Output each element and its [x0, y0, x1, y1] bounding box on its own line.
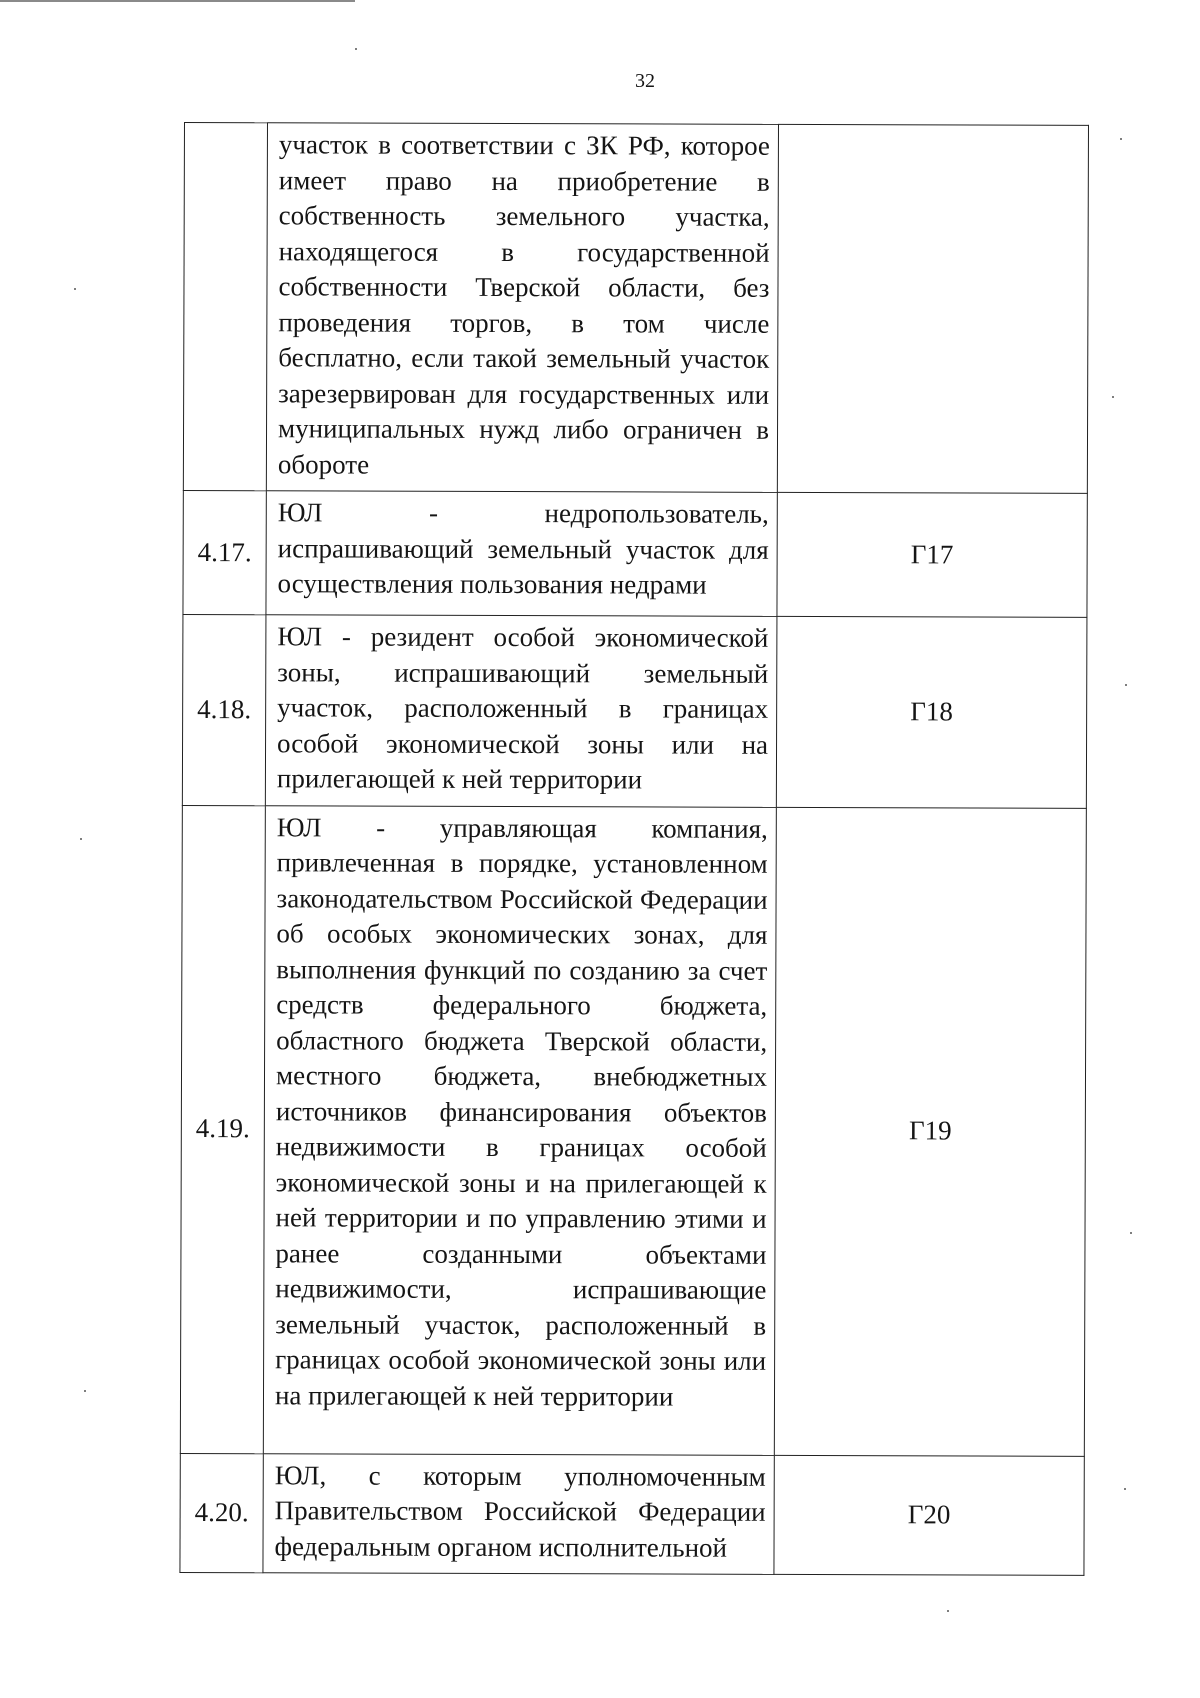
- table-row: [183, 490, 1087, 617]
- table-row: [182, 614, 1087, 807]
- row-number: 4.20.: [180, 1453, 263, 1573]
- row-description: ЮЛ - управляющая компания, привлеченная в порядке, установленном законодательством Российской Федерации об особых экономических зонах, для выполнения функций по созданию за счет средств федерального бюджета, областного бюджета Тверской области, местного бюджета, внебюджетных источников финансирования объектов недвижимости в границах особой экономической зоны и на прилегающей к ней территории и по управлению этими и ранее созданными объектами недвижимости, испрашивающие земельный участок, расположенный в границах особой экономической зоны или на прилегающей к ней территории: [263, 805, 776, 1455]
- row-description: ЮЛ, с которым уполномоченным Правительством Российской Федерации федеральным органом исполнительной: [263, 1453, 774, 1574]
- scan-speck: [1130, 1232, 1132, 1234]
- scan-speck: [1112, 396, 1114, 398]
- row-number: 4.18.: [182, 614, 266, 805]
- table-row: [180, 1453, 1084, 1575]
- row-description: участок в соответствии с ЗК РФ, которое имеет право на приобретение в собственность земельного участка, находящегося в государственной собственности Тверской области, без проведения торгов, в том числе бесплатно, если такой земельный участок зарезервирован для государственных или муниципальных нужд либо ограничен в обороте: [266, 123, 778, 493]
- scan-speck: [1120, 138, 1122, 140]
- scan-speck: [80, 838, 82, 840]
- row-number: 4.17.: [183, 490, 266, 614]
- row-description: ЮЛ - резидент особой экономической зоны, испрашивающий земельный участок, расположенный в границах особой экономической зоны или на прилегающей к ней территории: [265, 615, 777, 807]
- scan-speck: [947, 1610, 949, 1612]
- scan-edge-line: [0, 0, 355, 2]
- scan-speck: [1124, 1488, 1126, 1490]
- row-code: Г19: [774, 807, 1086, 1456]
- row-description: ЮЛ - недропользователь, испрашивающий земельный участок для осуществления пользования недрами: [266, 491, 777, 617]
- row-code: Г17: [777, 492, 1087, 617]
- row-code: Г20: [774, 1455, 1084, 1575]
- criteria-table: [179, 122, 1089, 1576]
- row-code: Г18: [776, 616, 1087, 807]
- scan-speck: [1125, 684, 1127, 686]
- scan-speck: [74, 288, 76, 290]
- scan-speck: [84, 1390, 86, 1392]
- page-number: 32: [635, 70, 655, 92]
- row-code: [777, 124, 1088, 493]
- row-number: 4.19.: [180, 805, 265, 1453]
- row-number: [183, 123, 267, 491]
- table-row: [183, 123, 1088, 494]
- table-row: [180, 805, 1086, 1456]
- scan-speck: [355, 48, 357, 50]
